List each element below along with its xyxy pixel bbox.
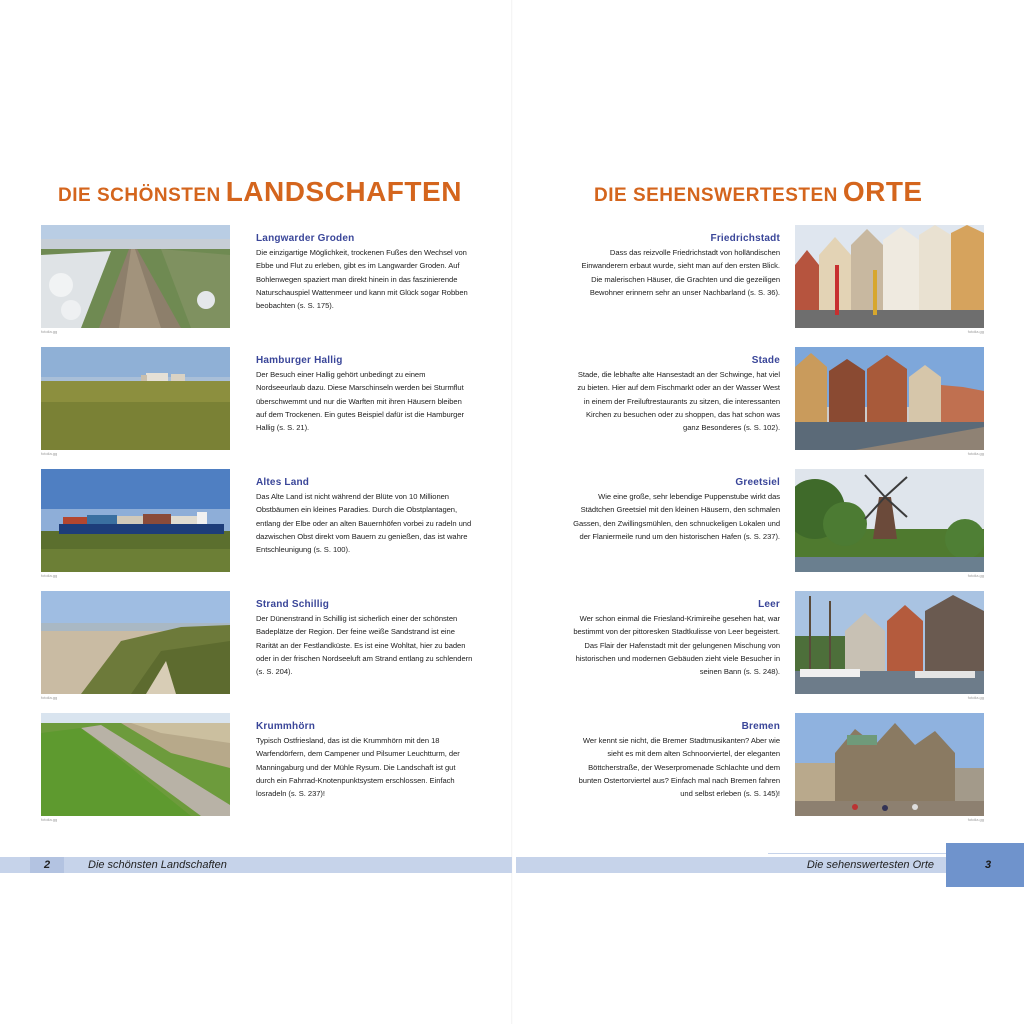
photo-credit: fotolia.gg [41, 329, 58, 334]
entry-title: Greetsiel [735, 477, 780, 488]
entry-title: Strand Schillig [256, 599, 330, 610]
entry-text [256, 721, 474, 800]
entry-body: Dass das reizvolle Friedrichstadt von holländischen Einwanderern erbaut wurde, sieht man auf den ersten Blick. Die malerischen Häuser, die Grachten und die gezeiligen Bewohner erinnern sehr an unser Nachbarland (s. S. 36). [581, 248, 780, 297]
entry-body: Wie eine große, sehr lebendige Puppenstube wirkt das Städtchen Greetsiel mit den kleinen Häusern, den schmalen Gassen, den Zwillingsmühlen, den schnuckeligen Lokalen und der Flaniermeile rund um den historischen Hafen (s. S. 237). [573, 492, 780, 541]
entry-body: Wer kennt sie nicht, die Bremer Stadtmusikanten? Aber wie sieht es mit dem alten Schnoorviertel, der eleganten Böttcherstraße, der Weserpromenade Schlachte und dem bunten Ostertorviertel aus? Einfach mal nach Bremen fahren und selbst erleben (s. S. 145)! [578, 736, 780, 799]
entry-text [572, 355, 780, 434]
photo-credit: fotolia.gg [967, 573, 984, 578]
photo-credit: fotolia.gg [41, 573, 58, 578]
dike-path-photo [41, 713, 230, 816]
entry-text [256, 355, 474, 434]
landscape-entry-strand-schillig [41, 591, 471, 701]
landscape-entry-krummhoern [41, 713, 471, 823]
left-page-heading [58, 176, 462, 208]
town-entry-friedrichstadt [572, 225, 984, 335]
entry-body: Der Dünenstrand in Schillig ist sicherlich einer der schönsten Badeplätze der Region. Der feine weiße Sandstrand ist eine Rarität an der Festlandküste. Es ist eine Wohltat, hier zu baden oder in der frischen Nordseeluft am Strand entlang zu schlendern (s. S. 204). [256, 614, 473, 677]
entry-text [256, 477, 474, 556]
landscape-entry-langwarder-groden [41, 225, 471, 335]
photo-credit: fotolia.gg [41, 817, 58, 822]
entry-body: Stade, die lebhafte alte Hansestadt an der Schwinge, hat viel zu bieten. Hier auf dem Fischmarkt oder an der Wasser West in einem der Freiluftrestaurants zu sitzen, die interessanten Kirchen zu besuchen oder zu shoppen, das hat schon was ganz Besonderes (s. S. 102). [577, 370, 780, 433]
entry-text [572, 599, 780, 678]
boardwalk-salt-marsh-photo [41, 225, 230, 328]
gabled-houses-photo [795, 225, 984, 328]
entry-title: Altes Land [256, 477, 310, 488]
entry-text [572, 233, 780, 299]
photo-credit: fotolia.gg [41, 695, 58, 700]
photo-credit: fotolia.gg [967, 695, 984, 700]
photo-credit: fotolia.gg [967, 329, 984, 334]
boats-harbor-photo [795, 591, 984, 694]
entry-text [572, 477, 780, 543]
entry-title: Friedrichstadt [710, 233, 780, 244]
right-footer-label: Die sehenswertesten Orte [806, 859, 934, 871]
entry-title: Leer [758, 599, 780, 610]
landscape-entry-hamburger-hallig [41, 347, 471, 457]
entry-title: Stade [751, 355, 780, 366]
entry-text [256, 599, 474, 678]
photo-credit: fotolia.gg [967, 451, 984, 456]
entry-body: Typisch Ostfriesland, das ist die Krummhörn mit den 18 Warfendörfern, dem Campener und Pilsumer Leuchtturm, der Manningaburg und der Mühle Rysum. Die Landschaft ist gut durch ein Fahrrad-Knotenpunktsystem erschlossen. Einfach losradeln (s. S. 237)! [256, 736, 460, 799]
entry-body: Die einzigartige Möglichkeit, trockenen Fußes den Wechsel von Ebbe und Flut zu erleben, gibt es im Langwarder Groden. Auf Bohlenwegen spaziert man direkt hinein in das faszinierende Naturschauspiel Wattenmeer und kann mit Glück sogar Robben beobachten (s. S. 175). [256, 248, 468, 311]
town-hall-photo [795, 713, 984, 816]
entry-body: Der Besuch einer Hallig gehört unbedingt zu einem Nordseeurlaub dazu. Diese Marschinseln werden bei Sturmflut überschwemmt und nur die Warften mit ihren Häusern bleiben auf dem Trockenen. Ein gutes Beispiel dafür ist die Hamburger Hallig (s. S. 21). [256, 370, 464, 433]
entry-text [572, 721, 780, 800]
right-page-heading [594, 176, 923, 208]
entry-title: Krummhörn [256, 721, 316, 732]
harbor-houses-photo [795, 347, 984, 450]
entry-title: Hamburger Hallig [256, 355, 343, 366]
windmill-photo [795, 469, 984, 572]
entry-body: Wer schon einmal die Friesland-Krimireihe gesehen hat, war bestimmt von der pittoresken Stadtkulisse von Leer begeistert. Das Flair der Hafenstadt mit der gelungenen Mischung von historischen und modernen Gebäuden zieht viele Besucher in seinen Bann (s. S. 248). [573, 614, 780, 677]
photo-credit: fotolia.gg [967, 817, 984, 822]
container-ship-photo [41, 469, 230, 572]
entry-body: Das Alte Land ist nicht während der Blüte von 10 Millionen Obstbäumen ein kleines Paradies. Durch die Obstplantagen, entlang der Elbe oder an alten Bauernhöfen vorbei zu radeln und dazwischen Obst direkt vom Bauern zu genießen, das ist wahre Entschleunigung (s. S. 100). [256, 492, 472, 555]
heading-small-part: DIE SCHÖNSTEN [58, 185, 221, 206]
photo-credit: fotolia.gg [41, 451, 58, 456]
entry-title: Langwarder Groden [256, 233, 355, 244]
left-footer-bar [0, 857, 512, 873]
town-entry-stade [572, 347, 984, 457]
landscape-entry-altes-land [41, 469, 471, 579]
hallig-meadow-photo [41, 347, 230, 450]
entry-title: Bremen [741, 721, 780, 732]
dune-beach-photo [41, 591, 230, 694]
left-page-number: 2 [30, 857, 64, 873]
town-entry-leer [572, 591, 984, 701]
town-entry-bremen [572, 713, 984, 823]
heading-big-part: ORTE [842, 176, 923, 207]
right-footer-line [768, 853, 946, 854]
heading-big-part: LANDSCHAFTEN [225, 176, 462, 207]
left-footer-label: Die schönsten Landschaften [88, 859, 227, 871]
entry-text [256, 233, 474, 312]
right-page-number: 3 [984, 859, 992, 871]
heading-small-part: DIE SEHENSWERTESTEN [594, 185, 838, 206]
town-entry-greetsiel [572, 469, 984, 579]
